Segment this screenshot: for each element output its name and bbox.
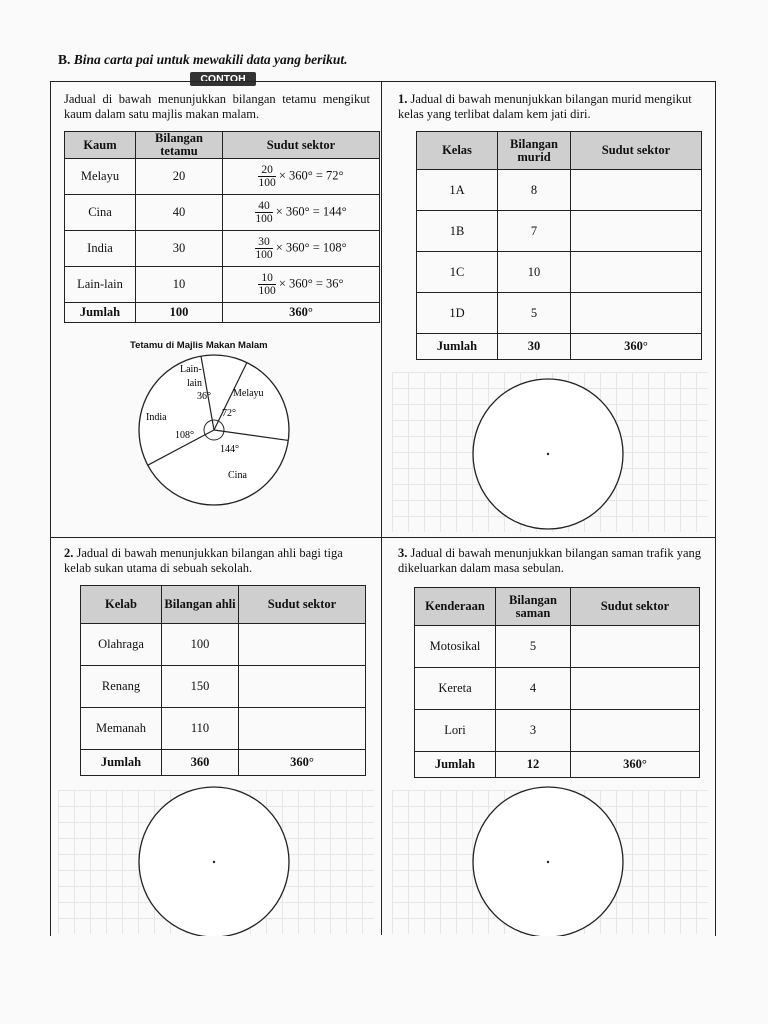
section-heading <box>58 52 348 68</box>
q3-pie-circle[interactable] <box>460 784 636 936</box>
answer-cell[interactable] <box>571 252 702 293</box>
label-melayu: Melayu <box>233 388 264 399</box>
total-value: 360 <box>162 750 239 776</box>
col-header-kelas: Kelas <box>417 132 498 170</box>
fraction: $\frac{30}{100}$ <box>255 236 273 261</box>
total-row <box>415 752 700 778</box>
row-value: 8 <box>498 170 571 211</box>
answer-cell[interactable] <box>239 708 366 750</box>
col-header-bilangan: Bilangan ahli <box>162 586 239 624</box>
q1-description: Jadual di bawah menunjukkan bilangan murid mengikut kelas yang terlibat dalam kem jati diri. <box>398 92 692 121</box>
label-a72: 72° <box>222 408 236 419</box>
q2-pie-circle[interactable] <box>126 784 302 936</box>
label-a108: 108° <box>175 430 194 441</box>
answer-cell[interactable] <box>571 668 700 710</box>
row-value: 10 <box>136 267 223 303</box>
table-row <box>415 668 700 710</box>
answer-cell[interactable] <box>239 624 366 666</box>
center-dot <box>213 861 215 863</box>
q2-table <box>80 585 366 776</box>
row-label: Lain-lain <box>65 267 136 303</box>
table-row <box>81 624 366 666</box>
row-calc: $\frac{40}{100}$ × 360° = 144° <box>223 195 380 231</box>
q2-text <box>64 546 370 576</box>
q2-description: Jadual di bawah menunjukkan bilangan ahli bagi tiga kelab sukan utama di sebuah sekolah. <box>64 546 343 575</box>
section-instruction: Bina carta pai untuk mewakili data yang berikut. <box>73 52 348 67</box>
col-header-bilangan: Bilangan murid <box>498 132 571 170</box>
example-table <box>64 131 380 323</box>
table-row <box>415 626 700 668</box>
row-label: Melayu <box>65 159 136 195</box>
answer-cell[interactable] <box>571 170 702 211</box>
row-label: Kereta <box>415 668 496 710</box>
fraction: $\frac{20}{100}$ <box>258 164 276 189</box>
q1-pie-circle[interactable] <box>460 376 636 532</box>
row-label: 1D <box>417 293 498 334</box>
table-row <box>417 170 702 211</box>
contoh-badge: CONTOH <box>190 72 256 86</box>
row-label: 1B <box>417 211 498 252</box>
q1-table <box>416 131 702 360</box>
col-header-sudut: Sudut sektor <box>571 132 702 170</box>
col-header-sudut: Sudut sektor <box>571 588 700 626</box>
row-value: 7 <box>498 211 571 252</box>
q2-number: 2. <box>64 546 74 560</box>
row-label: Renang <box>81 666 162 708</box>
pie-title: Tetamu di Majlis Makan Malam <box>130 340 268 351</box>
answer-cell[interactable] <box>571 710 700 752</box>
table-row <box>417 252 702 293</box>
row-value: 100 <box>162 624 239 666</box>
row-label: India <box>65 231 136 267</box>
row-divider <box>51 537 715 538</box>
center-dot <box>547 861 549 863</box>
total-angle: 360° <box>239 750 366 776</box>
label-india: India <box>146 412 167 423</box>
q1-text <box>398 92 704 122</box>
label-a36: 36° <box>197 391 211 402</box>
q3-text <box>398 546 704 576</box>
total-angle: 360° <box>571 334 702 360</box>
row-label: Lori <box>415 710 496 752</box>
table-row <box>65 267 380 303</box>
table-row <box>65 231 380 267</box>
total-value: 12 <box>496 752 571 778</box>
row-calc: $\frac{30}{100}$ × 360° = 108° <box>223 231 380 267</box>
col-header-kaum: Kaum <box>65 132 136 159</box>
row-label: Olahraga <box>81 624 162 666</box>
row-label: 1C <box>417 252 498 293</box>
example-intro: Jadual di bawah menunjukkan bilangan tetamu mengikut kaum dalam satu majlis makan malam. <box>64 92 370 121</box>
col-header-kelab: Kelab <box>81 586 162 624</box>
row-label: Motosikal <box>415 626 496 668</box>
total-label: Jumlah <box>415 752 496 778</box>
fraction: $\frac{40}{100}$ <box>255 200 273 225</box>
col-header-sudut: Sudut sektor <box>223 132 380 159</box>
total-label: Jumlah <box>65 303 136 323</box>
row-value: 3 <box>496 710 571 752</box>
label-lain2: lain <box>187 378 202 389</box>
row-value: 110 <box>162 708 239 750</box>
row-label: Cina <box>65 195 136 231</box>
table-row <box>415 710 700 752</box>
total-angle: 360° <box>571 752 700 778</box>
answer-cell[interactable] <box>571 626 700 668</box>
row-value: 10 <box>498 252 571 293</box>
total-row <box>417 334 702 360</box>
row-label: 1A <box>417 170 498 211</box>
q3-table <box>414 587 700 778</box>
col-header-bilangan: Bilangan saman <box>496 588 571 626</box>
row-value: 5 <box>496 626 571 668</box>
table-row <box>65 195 380 231</box>
table-row <box>81 708 366 750</box>
section-letter: B. <box>58 52 71 67</box>
table-row <box>417 211 702 252</box>
label-cina: Cina <box>228 470 247 481</box>
total-angle: 360° <box>223 303 380 323</box>
column-divider <box>381 82 382 935</box>
total-value: 100 <box>136 303 223 323</box>
col-header-sudut: Sudut sektor <box>239 586 366 624</box>
table-row <box>65 159 380 195</box>
row-value: 40 <box>136 195 223 231</box>
answer-cell[interactable] <box>239 666 366 708</box>
answer-cell[interactable] <box>571 293 702 334</box>
total-label: Jumlah <box>81 750 162 776</box>
table-row <box>417 293 702 334</box>
row-value: 150 <box>162 666 239 708</box>
total-row <box>81 750 366 776</box>
example-pie-chart <box>120 350 320 510</box>
label-lain1: Lain- <box>180 364 202 375</box>
total-value: 30 <box>498 334 571 360</box>
row-value: 5 <box>498 293 571 334</box>
row-value: 4 <box>496 668 571 710</box>
label-a144: 144° <box>220 444 239 455</box>
row-value: 20 <box>136 159 223 195</box>
row-value: 30 <box>136 231 223 267</box>
row-calc: $\frac{10}{100}$ × 360° = 36° <box>223 267 380 303</box>
row-label: Memanah <box>81 708 162 750</box>
q1-number: 1. <box>398 92 408 106</box>
answer-cell[interactable] <box>571 211 702 252</box>
q3-description: Jadual di bawah menunjukkan bilangan saman trafik yang dikeluarkan dalam masa sebulan. <box>398 546 702 575</box>
center-dot <box>547 453 549 455</box>
table-row <box>81 666 366 708</box>
col-header-kenderaan: Kenderaan <box>415 588 496 626</box>
total-label: Jumlah <box>417 334 498 360</box>
q3-number: 3. <box>398 546 408 560</box>
fraction: $\frac{10}{100}$ <box>258 272 276 297</box>
col-header-bilangan: Bilangan tetamu <box>136 132 223 159</box>
total-row <box>65 303 380 323</box>
row-calc: $\frac{20}{100}$ × 360° = 72° <box>223 159 380 195</box>
